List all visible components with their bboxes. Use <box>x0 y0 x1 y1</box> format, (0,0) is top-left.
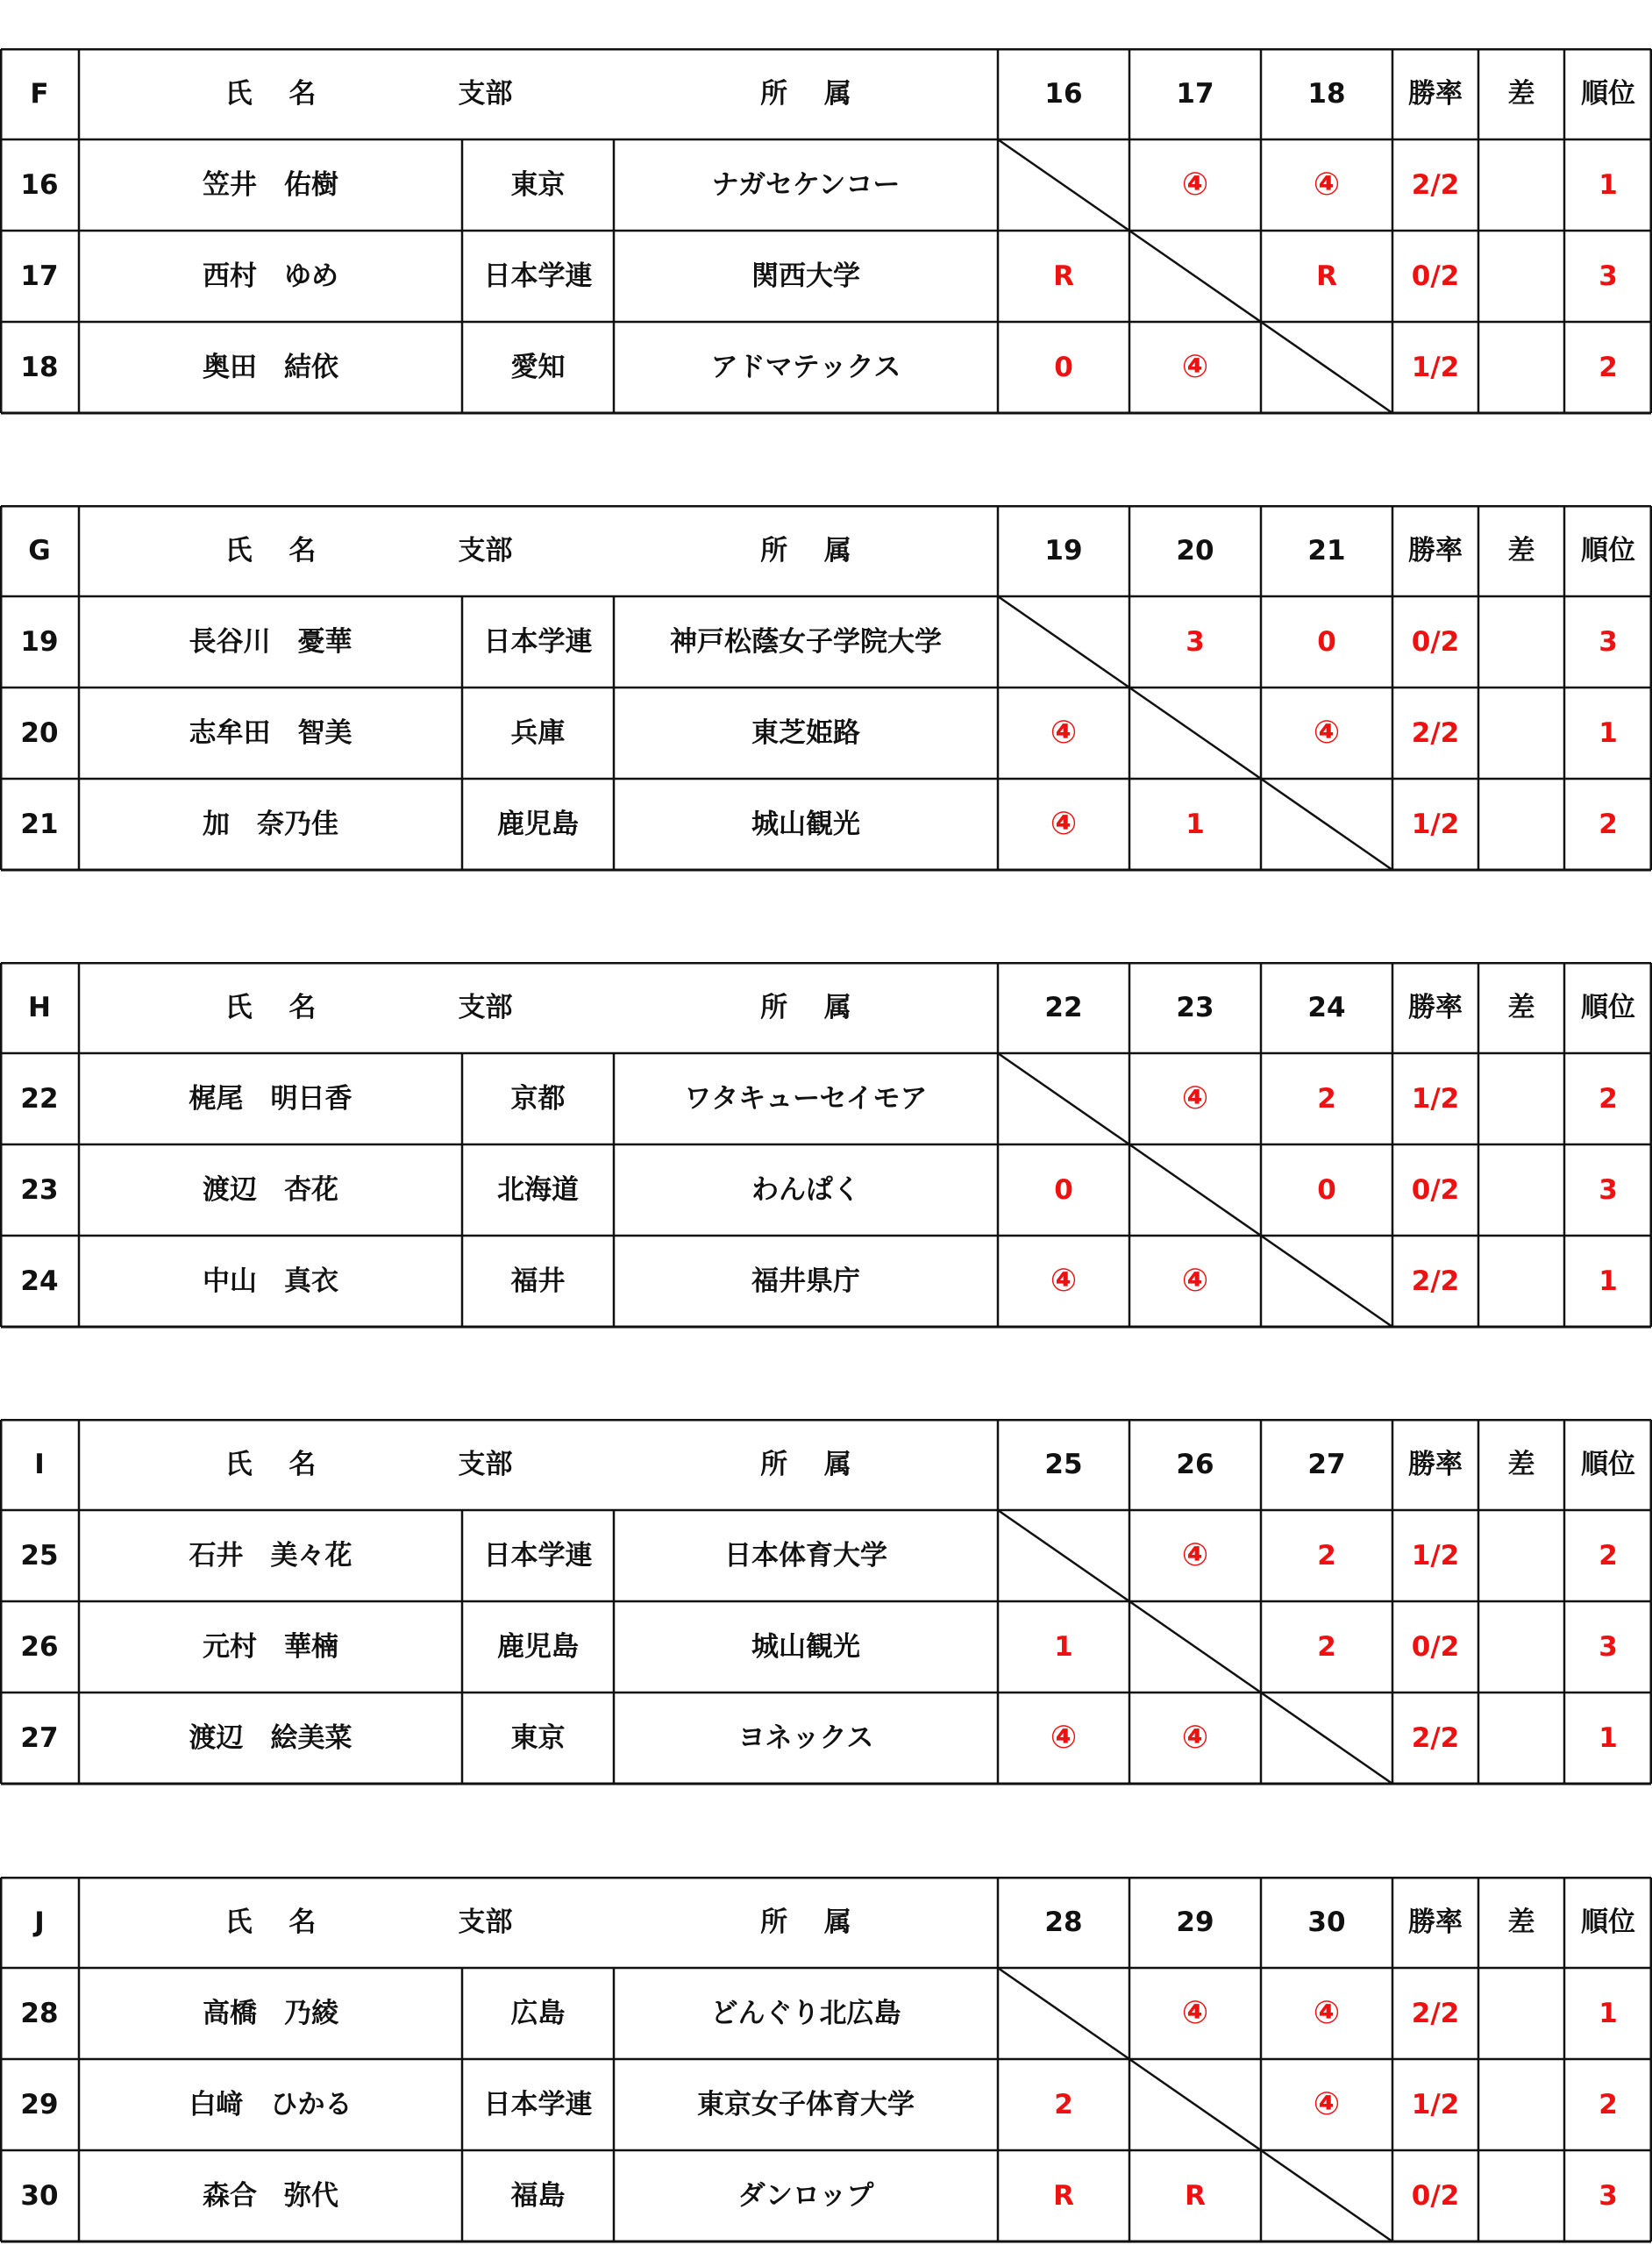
header-affiliation: 所 属 <box>760 1448 851 1480</box>
header-match-number: 17 <box>1176 77 1214 110</box>
header-affiliation: 所 属 <box>760 991 851 1023</box>
player-branch: 愛知 <box>510 351 566 383</box>
player-affiliation: 関西大学 <box>751 260 860 292</box>
match-result: ④ <box>1181 1080 1209 1116</box>
player-win-rate: 0/2 <box>1411 2179 1460 2212</box>
player-rank: 2 <box>1599 1539 1618 1572</box>
player-affiliation: 東芝姫路 <box>751 716 860 749</box>
player-number: 26 <box>20 1630 59 1663</box>
player-rank: 3 <box>1599 1173 1618 1206</box>
group-label: I <box>34 1448 45 1480</box>
player-affiliation: ダンロップ <box>737 2179 874 2212</box>
player-win-rate: 1/2 <box>1411 1539 1460 1572</box>
player-diff <box>1478 1053 1564 1144</box>
header-affiliation: 所 属 <box>760 1906 851 1938</box>
header-match-number: 30 <box>1307 1906 1346 1938</box>
player-rank: 3 <box>1599 625 1618 658</box>
match-result: 3 <box>1186 625 1205 658</box>
match-result: ④ <box>1181 1720 1209 1756</box>
player-win-rate: 2/2 <box>1411 168 1460 201</box>
player-name: 元村 華楠 <box>203 1630 338 1663</box>
group-label: G <box>28 534 51 567</box>
match-result: ④ <box>1181 1537 1209 1573</box>
match-result: ④ <box>1050 1263 1078 1299</box>
match-result: R <box>1185 2179 1206 2212</box>
self-match-diagonal <box>1261 2150 1392 2241</box>
header-affiliation: 所 属 <box>760 534 851 567</box>
player-rank: 1 <box>1599 1265 1618 1297</box>
player-diff <box>1478 1693 1564 1784</box>
match-result: ④ <box>1181 1263 1209 1299</box>
group-table <box>0 1877 1652 2245</box>
group-table <box>0 48 1652 417</box>
player-name: 加 奈乃佳 <box>203 808 338 840</box>
player-number: 16 <box>20 168 59 201</box>
header-diff: 差 <box>1507 77 1535 110</box>
group-table <box>0 962 1652 1330</box>
header-branch: 支部 <box>458 1906 513 1938</box>
player-number: 30 <box>20 2179 59 2212</box>
player-name: 石井 美々花 <box>189 1539 352 1572</box>
match-result: 0 <box>1317 625 1336 658</box>
header-branch: 支部 <box>458 991 513 1023</box>
player-diff <box>1478 779 1564 870</box>
player-win-rate: 0/2 <box>1411 1630 1460 1663</box>
match-result: ④ <box>1181 167 1209 203</box>
player-branch: 京都 <box>510 1082 566 1115</box>
player-number: 24 <box>20 1265 59 1297</box>
player-branch: 東京 <box>510 1721 566 1754</box>
player-branch: 東京 <box>510 168 566 201</box>
player-diff <box>1478 596 1564 688</box>
player-diff <box>1478 231 1564 322</box>
player-number: 21 <box>20 808 59 840</box>
match-result: ④ <box>1313 167 1341 203</box>
player-diff <box>1478 1510 1564 1601</box>
match-result: 1 <box>1186 808 1205 840</box>
header-rank: 順位 <box>1581 991 1635 1023</box>
player-affiliation: 東京女子体育大学 <box>697 2088 915 2120</box>
player-rank: 1 <box>1599 716 1618 749</box>
match-result: ④ <box>1181 1995 1209 2031</box>
player-affiliation: ワタキューセイモア <box>684 1082 928 1115</box>
self-match-diagonal <box>1261 1236 1392 1327</box>
header-diff: 差 <box>1507 991 1535 1023</box>
player-name: 渡辺 杏花 <box>203 1173 338 1206</box>
header-rank: 順位 <box>1581 1906 1635 1938</box>
player-diff <box>1478 2059 1564 2150</box>
player-name: 森合 弥代 <box>203 2179 338 2212</box>
self-match-diagonal <box>998 1510 1129 1601</box>
self-match-diagonal <box>998 139 1129 231</box>
group-table <box>0 1419 1652 1787</box>
player-name: 渡辺 絵美菜 <box>189 1721 352 1754</box>
match-result: 2 <box>1317 1082 1336 1115</box>
header-win-rate: 勝率 <box>1408 1448 1463 1480</box>
self-match-diagonal <box>998 1968 1129 2059</box>
player-affiliation: 城山観光 <box>751 808 860 840</box>
header-affiliation: 所 属 <box>760 77 851 110</box>
self-match-diagonal <box>1129 231 1261 322</box>
match-result: ④ <box>1313 715 1341 751</box>
group-table <box>0 505 1652 873</box>
player-rank: 1 <box>1599 1721 1618 1754</box>
header-match-number: 23 <box>1176 991 1214 1023</box>
player-win-rate: 0/2 <box>1411 260 1460 292</box>
player-win-rate: 0/2 <box>1411 625 1460 658</box>
player-name: 白﨑 ひかる <box>189 2088 352 2120</box>
player-name: 高橋 乃綾 <box>203 1997 338 2029</box>
header-name: 氏 名 <box>224 991 317 1023</box>
player-diff <box>1478 2150 1564 2241</box>
header-match-number: 16 <box>1044 77 1083 110</box>
self-match-diagonal <box>1261 779 1392 870</box>
player-name: 長谷川 憂華 <box>189 625 352 658</box>
match-result: ④ <box>1313 2086 1341 2122</box>
player-number: 17 <box>20 260 59 292</box>
match-result: R <box>1053 260 1074 292</box>
header-name: 氏 名 <box>224 534 317 567</box>
self-match-diagonal <box>1129 688 1261 779</box>
header-match-number: 29 <box>1176 1906 1214 1938</box>
player-number: 27 <box>20 1721 59 1754</box>
match-result: R <box>1053 2179 1074 2212</box>
self-match-diagonal <box>1129 1601 1261 1693</box>
header-match-number: 22 <box>1044 991 1083 1023</box>
player-diff <box>1478 688 1564 779</box>
player-rank: 3 <box>1599 2179 1618 2212</box>
header-rank: 順位 <box>1581 77 1635 110</box>
header-rank: 順位 <box>1581 1448 1635 1480</box>
self-match-diagonal <box>1261 322 1392 413</box>
match-result: 1 <box>1054 1630 1073 1663</box>
player-number: 23 <box>20 1173 59 1206</box>
player-affiliation: 福井県庁 <box>751 1265 860 1297</box>
header-match-number: 24 <box>1307 991 1346 1023</box>
player-name: 西村 ゆめ <box>203 260 338 292</box>
match-result: 0 <box>1054 351 1073 383</box>
player-name: 志牟田 智美 <box>189 716 352 749</box>
player-name: 笠井 佑樹 <box>203 168 338 201</box>
player-win-rate: 2/2 <box>1411 1997 1460 2029</box>
header-rank: 順位 <box>1581 534 1635 567</box>
player-branch: 日本学連 <box>483 2088 593 2120</box>
header-match-number: 18 <box>1307 77 1346 110</box>
match-result: ④ <box>1313 1995 1341 2031</box>
header-match-number: 25 <box>1044 1448 1083 1480</box>
self-match-diagonal <box>1261 1693 1392 1784</box>
player-win-rate: 2/2 <box>1411 1265 1460 1297</box>
player-affiliation: どんぐり北広島 <box>710 1997 901 2029</box>
player-rank: 3 <box>1599 260 1618 292</box>
player-win-rate: 0/2 <box>1411 1173 1460 1206</box>
match-result: ④ <box>1050 715 1078 751</box>
player-affiliation: 城山観光 <box>751 1630 860 1663</box>
player-win-rate: 2/2 <box>1411 716 1460 749</box>
header-match-number: 20 <box>1176 534 1214 567</box>
header-name: 氏 名 <box>224 1448 317 1480</box>
header-diff: 差 <box>1507 534 1535 567</box>
player-name: 梶尾 明日香 <box>189 1082 352 1115</box>
match-result: 2 <box>1317 1539 1336 1572</box>
header-branch: 支部 <box>458 534 513 567</box>
header-match-number: 21 <box>1307 534 1346 567</box>
header-win-rate: 勝率 <box>1408 991 1463 1023</box>
header-match-number: 28 <box>1044 1906 1083 1938</box>
match-result: R <box>1316 260 1337 292</box>
player-branch: 北海道 <box>497 1173 579 1206</box>
header-name: 氏 名 <box>224 77 317 110</box>
player-number: 28 <box>20 1997 59 2029</box>
header-match-number: 26 <box>1176 1448 1214 1480</box>
header-diff: 差 <box>1507 1448 1535 1480</box>
player-affiliation: アドマテックス <box>710 351 901 383</box>
player-name: 中山 真衣 <box>203 1265 338 1297</box>
player-branch: 鹿児島 <box>497 1630 579 1663</box>
player-branch: 日本学連 <box>483 260 593 292</box>
self-match-diagonal <box>998 1053 1129 1144</box>
player-affiliation: ナガセケンコー <box>711 168 901 201</box>
player-rank: 3 <box>1599 1630 1618 1663</box>
player-name: 奥田 結依 <box>203 351 338 383</box>
self-match-diagonal <box>1129 2059 1261 2150</box>
player-affiliation: 日本体育大学 <box>724 1539 887 1572</box>
player-rank: 1 <box>1599 1997 1618 2029</box>
match-result: 0 <box>1317 1173 1336 1206</box>
player-number: 22 <box>20 1082 59 1115</box>
player-affiliation: 神戸松蔭女子学院大学 <box>670 625 942 658</box>
player-win-rate: 1/2 <box>1411 808 1460 840</box>
player-number: 25 <box>20 1539 59 1572</box>
group-label: F <box>30 77 49 110</box>
player-number: 20 <box>20 716 59 749</box>
player-win-rate: 1/2 <box>1411 1082 1460 1115</box>
group-label: J <box>34 1906 45 1938</box>
match-result: ④ <box>1181 349 1209 385</box>
player-rank: 1 <box>1599 168 1618 201</box>
player-diff <box>1478 1236 1564 1327</box>
header-name: 氏 名 <box>224 1906 317 1938</box>
player-rank: 2 <box>1599 2088 1618 2120</box>
player-branch: 広島 <box>510 1997 566 2029</box>
player-affiliation: わんぱく <box>751 1173 860 1206</box>
player-win-rate: 1/2 <box>1411 2088 1460 2120</box>
player-rank: 2 <box>1599 1082 1618 1115</box>
header-branch: 支部 <box>458 77 513 110</box>
player-branch: 鹿児島 <box>497 808 579 840</box>
player-diff <box>1478 1144 1564 1236</box>
player-affiliation: ヨネックス <box>737 1721 874 1754</box>
player-branch: 福島 <box>510 2179 566 2212</box>
player-branch: 日本学連 <box>483 1539 593 1572</box>
player-diff <box>1478 139 1564 231</box>
self-match-diagonal <box>998 596 1129 688</box>
header-win-rate: 勝率 <box>1408 534 1463 567</box>
self-match-diagonal <box>1129 1144 1261 1236</box>
player-diff <box>1478 322 1564 413</box>
player-number: 19 <box>20 625 59 658</box>
match-result: 0 <box>1054 1173 1073 1206</box>
header-win-rate: 勝率 <box>1408 1906 1463 1938</box>
player-diff <box>1478 1968 1564 2059</box>
header-match-number: 19 <box>1044 534 1083 567</box>
player-branch: 福井 <box>510 1265 566 1297</box>
header-match-number: 27 <box>1307 1448 1346 1480</box>
group-label: H <box>28 991 51 1023</box>
player-rank: 2 <box>1599 808 1618 840</box>
header-branch: 支部 <box>458 1448 513 1480</box>
player-win-rate: 1/2 <box>1411 351 1460 383</box>
player-number: 18 <box>20 351 59 383</box>
player-diff <box>1478 1601 1564 1693</box>
player-branch: 兵庫 <box>510 716 566 749</box>
match-result: 2 <box>1317 1630 1336 1663</box>
match-result: ④ <box>1050 806 1078 842</box>
player-number: 29 <box>20 2088 59 2120</box>
header-diff: 差 <box>1507 1906 1535 1938</box>
player-win-rate: 2/2 <box>1411 1721 1460 1754</box>
match-result: 2 <box>1054 2088 1073 2120</box>
player-rank: 2 <box>1599 351 1618 383</box>
player-branch: 日本学連 <box>483 625 593 658</box>
header-win-rate: 勝率 <box>1408 77 1463 110</box>
match-result: ④ <box>1050 1720 1078 1756</box>
